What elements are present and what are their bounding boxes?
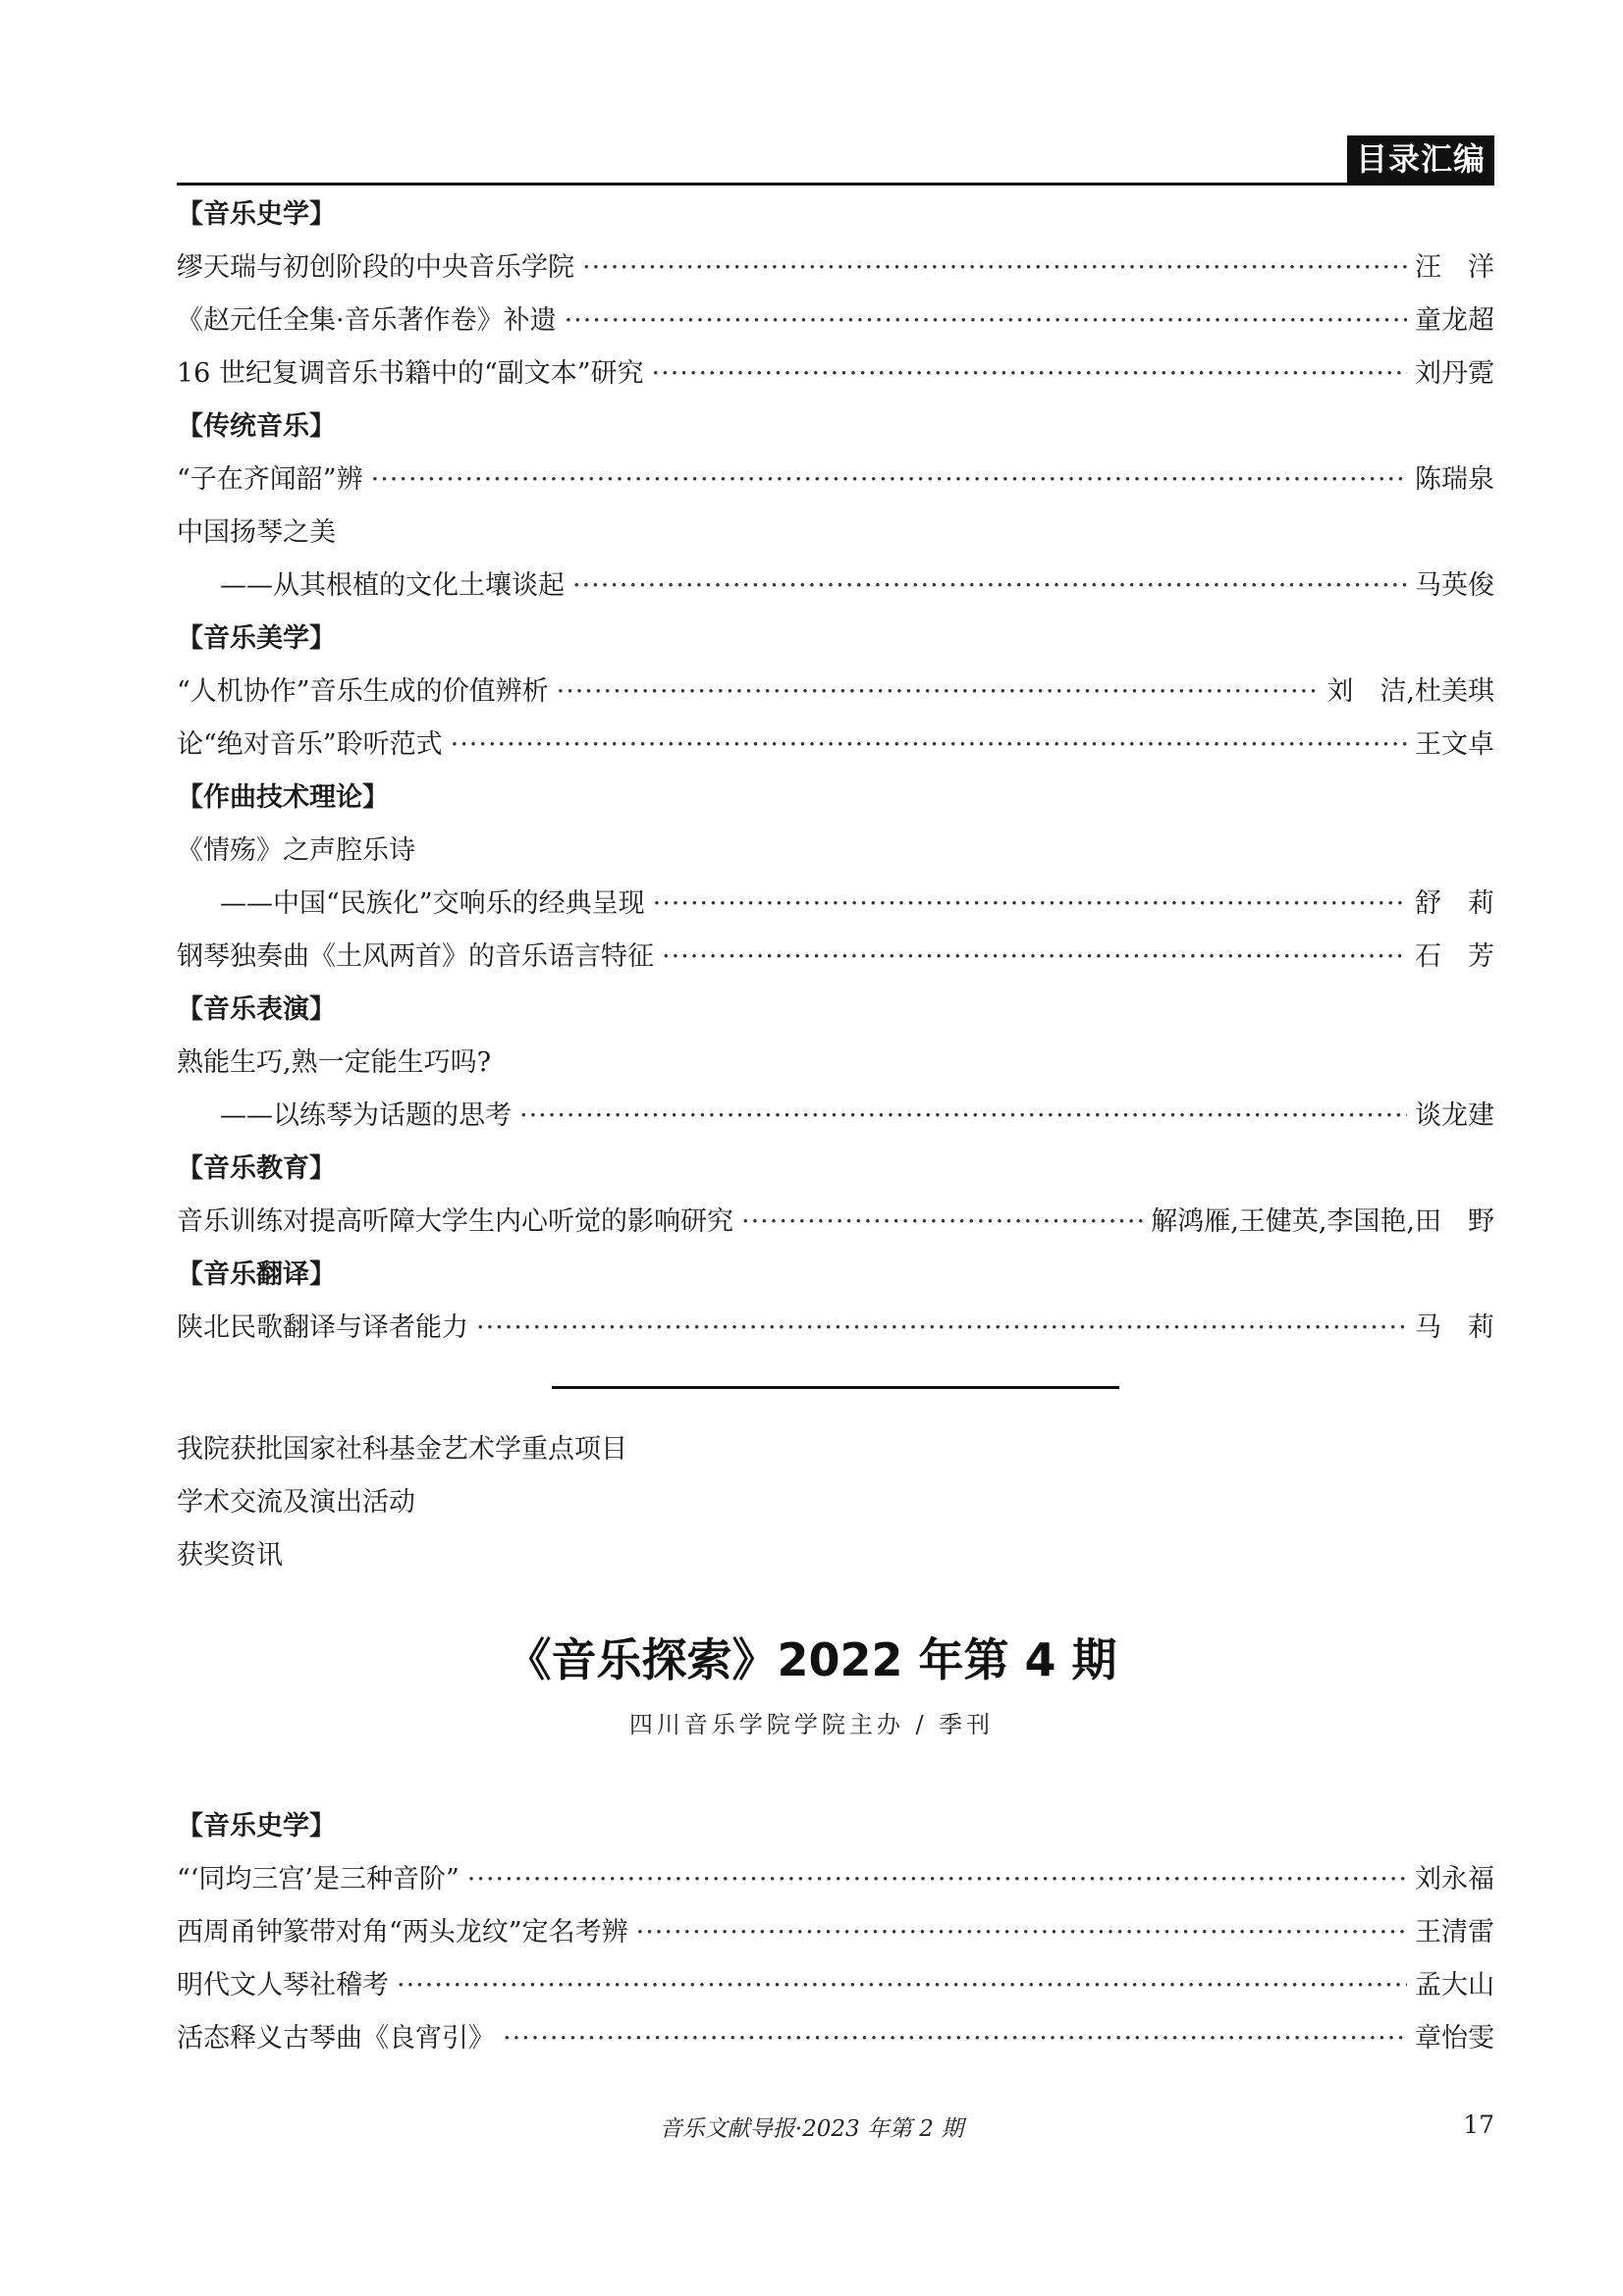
article-title: 明代文人琴社稽考 [177,1970,389,2001]
dot-leader [503,2012,1407,2065]
section-badge: 目录汇编 [1347,135,1494,183]
article-author: 舒 莉 [1415,888,1494,919]
news-list [177,1423,1159,1582]
article-title: 西周甬钟篆带对角“两头龙纹”定名考辨 [177,1917,628,1948]
toc-entry [177,1196,1494,1249]
page-number: 17 [1463,2110,1494,2139]
dot-leader [397,1959,1407,2012]
toc-entry [177,1853,1494,1906]
article-subtitle-entry [177,1090,1494,1143]
article-title: ——中国“民族化”交响乐的经典呈现 [220,888,645,919]
issue-subtitle: 四川音乐学院学院主办 / 季刊 [628,1711,995,1738]
dot-leader [653,878,1407,931]
article-author: 王清雷 [1415,1917,1494,1948]
article-author: 章怡雯 [1415,2023,1494,2054]
article-author: 刘永福 [1415,1864,1494,1895]
article-title: 论“绝对音乐”聆听范式 [177,729,443,760]
toc-entry [177,454,1494,507]
news-item: 获奖资讯 [177,1540,283,1571]
news-item: 学术交流及演出活动 [177,1487,415,1518]
dot-leader [652,347,1407,400]
article-title: ——以练琴为话题的思考 [220,1100,512,1131]
article-title: 陕北民歌翻译与译者能力 [177,1312,468,1343]
article-title: ——从其根植的文化土壤谈起 [220,570,565,601]
toc-entry [177,931,1494,984]
dot-leader [371,454,1407,507]
category-heading: 【作曲技术理论】 [177,782,389,813]
dot-leader [636,1906,1407,1959]
category-heading: 【传统音乐】 [177,411,336,442]
section-divider [552,1386,1119,1389]
article-author: 汪 洋 [1415,252,1494,283]
dot-leader [572,560,1407,613]
dot-leader [467,1853,1407,1906]
article-author: 马 莉 [1415,1312,1494,1343]
category-heading: 【音乐美学】 [177,623,336,654]
dot-leader [662,931,1407,984]
category-heading: 【音乐表演】 [177,994,336,1025]
article-title: 钢琴独奏曲《土风两首》的音乐语言特征 [177,941,654,972]
category-heading: 【音乐教育】 [177,1153,336,1184]
article-title: “人机协作”音乐生成的价值辨析 [177,676,549,707]
header-rule [177,183,1494,186]
toc-entry [177,719,1494,772]
dot-leader [476,1302,1407,1355]
article-title: 活态释义古琴曲《良宵引》 [177,2023,495,2054]
article-author: 王文卓 [1415,729,1494,760]
dot-leader [582,241,1407,294]
toc-entry [177,294,1494,347]
article-author: 陈瑞泉 [1415,464,1494,495]
article-title: 音乐训练对提高听障大学生内心听觉的影响研究 [177,1206,733,1237]
article-title-line: 《情殇》之声腔乐诗 [177,835,415,866]
news-item: 我院获批国家社科基金艺术学重点项目 [177,1434,627,1465]
article-author: 刘丹霓 [1415,358,1494,389]
article-author: 童龙超 [1415,305,1494,336]
category-heading: 【音乐翻译】 [177,1259,336,1290]
dot-leader [519,1090,1407,1143]
article-author: 解鸿雁,王健英,李国艳,田 野 [1151,1206,1494,1237]
toc-entry [177,241,1494,294]
article-author: 石 芳 [1415,941,1494,972]
toc-entry [177,666,1494,719]
article-subtitle-entry [177,878,1494,931]
toc-section-a [177,188,1494,1355]
dot-leader [565,294,1407,347]
article-title: 《赵元任全集·音乐著作卷》补遗 [177,305,557,336]
article-author: 孟大山 [1415,1970,1494,2001]
toc-entry [177,2012,1494,2065]
article-title: 16 世纪复调音乐书籍中的“副文本”研究 [177,358,644,389]
toc-entry [177,1959,1494,2012]
article-author: 谈龙建 [1415,1100,1494,1131]
dot-leader [741,1196,1143,1249]
dot-leader [557,666,1320,719]
toc-entry [177,1302,1494,1355]
category-heading: 【音乐史学】 [177,1811,336,1842]
article-author: 马英俊 [1415,570,1494,601]
dot-leader [451,719,1407,772]
article-subtitle-entry [177,560,1494,613]
article-title-line: 熟能生巧,熟一定能生巧吗? [177,1047,492,1078]
footer-journal: 音乐文献导报·2023 年第 2 期 [659,2116,964,2142]
issue-title: 《音乐探索》2022 年第 4 期 [506,1633,1117,1686]
article-title: “子在齐闻韶”辨 [177,464,363,495]
article-title-line: 中国扬琴之美 [177,517,336,548]
category-heading: 【音乐史学】 [177,199,336,230]
toc-entry [177,347,1494,400]
toc-section-b [177,1800,1494,2065]
article-title: “‘同均三宫’是三种音阶” [177,1864,460,1895]
article-title: 缪天瑞与初创阶段的中央音乐学院 [177,252,574,283]
article-author: 刘 洁,杜美琪 [1326,676,1494,707]
toc-entry [177,1906,1494,1959]
